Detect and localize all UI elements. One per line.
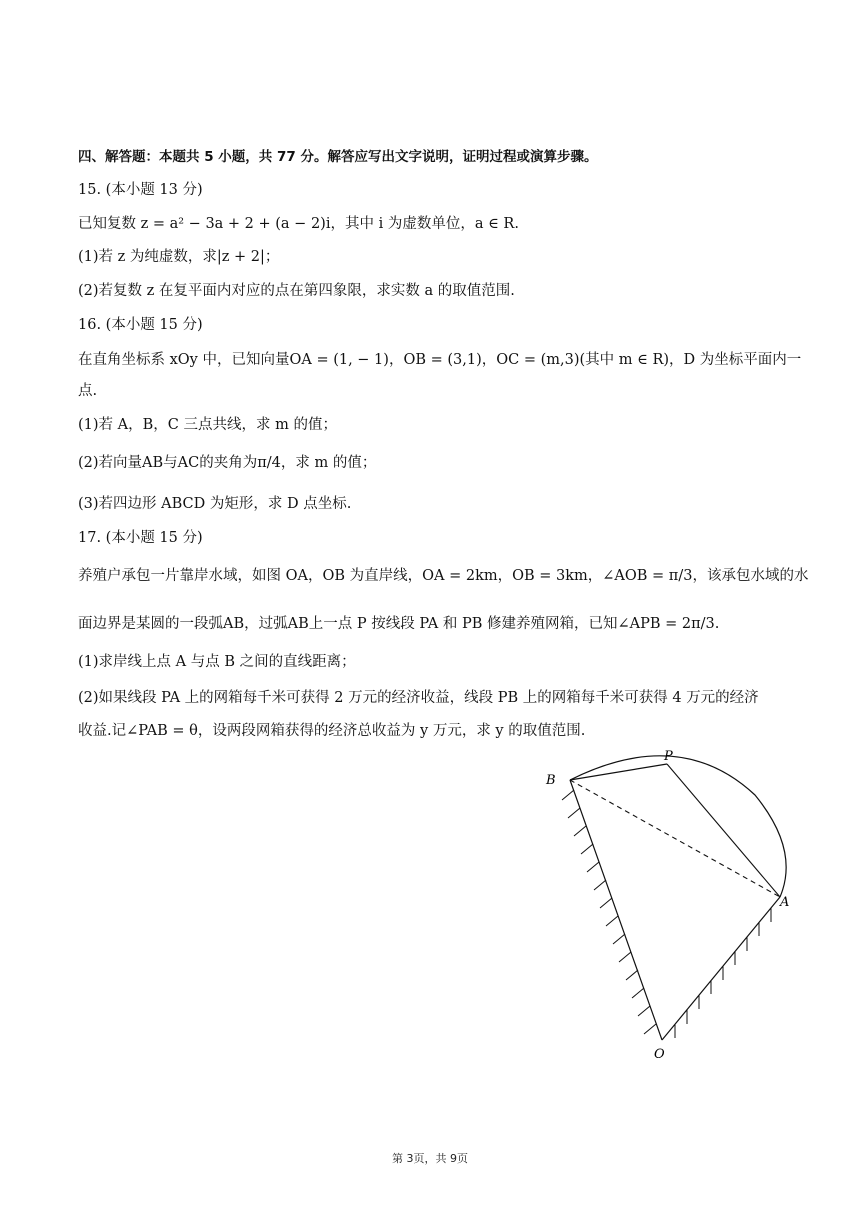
page-footer: 第 3页，共 9页: [392, 1152, 468, 1165]
problem-16-part-1: (1)若 A，B，C 三点共线，求 m 的值；: [78, 417, 337, 433]
segment-pa: [667, 764, 780, 897]
shoreline-oa: [662, 897, 780, 1040]
segment-ab-dashed: [570, 780, 780, 897]
problem-17-number: 17. (本小题 15 分): [78, 530, 203, 546]
problem-17-part-3: 收益.记∠PAB = θ，设两段网箱获得的经济总收益为 y 万元，求 y 的取值范围.: [78, 723, 586, 739]
problem-17-part-1: (1)求岸线上点 A 与点 B 之间的直线距离；: [78, 654, 356, 670]
problem-16-number: 16. (本小题 15 分): [78, 317, 203, 333]
problem-17-part-2: (2)如果线段 PA 上的网箱每千米可获得 2 万元的经济收益，线段 PB 上的网箱每千米可获得 4 万元的经济: [78, 690, 759, 706]
label-o: O: [654, 1047, 665, 1062]
problem-17-stem-line1: 养殖户承包一片靠岸水域，如图 OA，OB 为直岸线，OA = 2km，OB = 3km，∠AOB = π/3，该承包水域的水: [78, 568, 809, 584]
shoreline-ob: [570, 780, 662, 1040]
problem-16-stem-line1: 在直角坐标系 xOy 中，已知向量OA = (1, − 1)，OB = (3,1)，OC = (m,3)(其中 m ∈ R)，D 为坐标平面内一: [78, 352, 802, 368]
geometry-figure: [530, 740, 800, 1070]
label-a: A: [780, 895, 790, 910]
hatch-oa: [675, 908, 771, 1038]
section-heading: 四、解答题：本题共 5 小题，共 77 分。解答应写出文字说明，证明过程或演算步骤。: [78, 149, 598, 165]
hatch-ob: [562, 790, 656, 1034]
problem-16-part-2: (2)若向量AB与AC的夹角为π/4，求 m 的值；: [78, 455, 377, 471]
problem-15-stem: 已知复数 z = a² − 3a + 2 + (a − 2)i，其中 i 为虚数单位，a ∈ R.: [78, 216, 519, 232]
problem-17-stem-line2: 面边界是某圆的一段弧AB，过弧AB上一点 P 按线段 PA 和 PB 修建养殖网箱，已知∠APB = 2π/3.: [78, 616, 720, 632]
problem-16-stem-line2: 点.: [78, 383, 98, 399]
problem-15-number: 15. (本小题 13 分): [78, 182, 203, 198]
problem-16-part-3: (3)若四边形 ABCD 为矩形，求 D 点坐标.: [78, 496, 352, 512]
problem-15-part-2: (2)若复数 z 在复平面内对应的点在第四象限，求实数 a 的取值范围.: [78, 283, 515, 299]
label-b: B: [546, 773, 556, 788]
segment-pb: [570, 764, 667, 780]
problem-15-part-1: (1)若 z 为纯虚数，求|z + 2|；: [78, 249, 280, 265]
label-p: P: [664, 749, 673, 764]
